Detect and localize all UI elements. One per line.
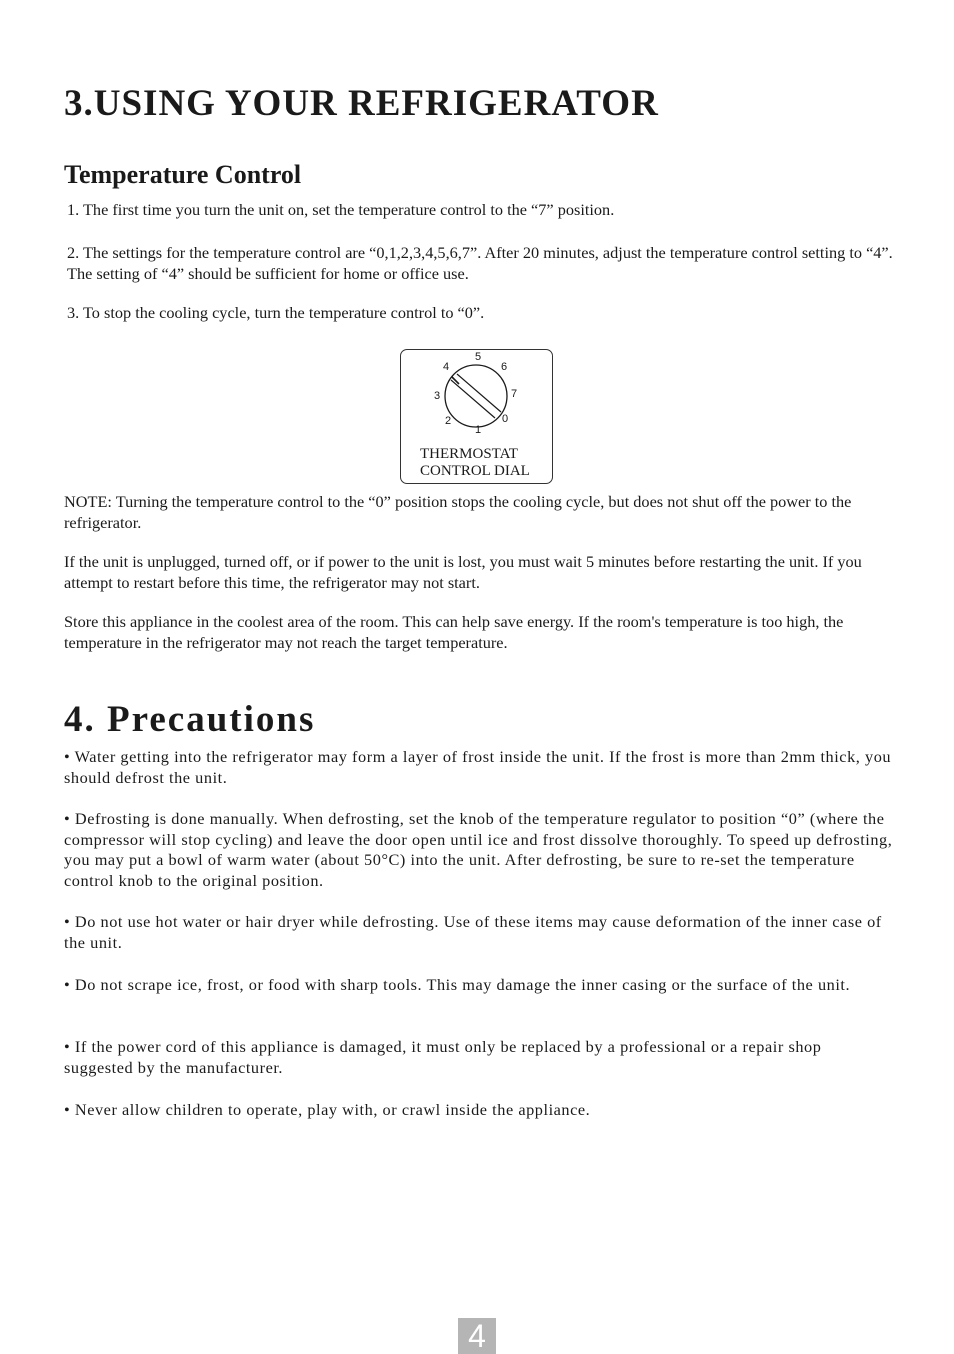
dial-caption-line-1: THERMOSTAT: [420, 446, 518, 462]
bullet-symbol: •: [64, 1037, 71, 1056]
dial-pointer-mark: [452, 377, 459, 384]
precaution-item: [64, 809, 894, 891]
precaution-text: Water getting into the refrigerator may form a layer of frost inside the unit. If the frost is more than 2mm thick, you should defrost the unit.: [64, 747, 892, 787]
dial-grip-line-a: [457, 374, 501, 412]
dial-caption-line-2: CONTROL DIAL: [420, 463, 530, 479]
dial-number-0: 0: [502, 413, 509, 425]
thermostat-dial-figure: [400, 349, 553, 484]
precaution-item: [64, 1037, 894, 1078]
dial-number-4: 4: [443, 361, 450, 373]
precaution-text: Defrosting is done manually. When defrosting, set the knob of the temperature regulator to position “0” (where the compressor will stop cycling) and leave the door open until ice and frost dissolve thoroughly. To speed up defrosting, you may put a bowl of warm water (about 50°C) into the unit. After defrosting, be sure to re-set the temperature control knob to the original position.: [64, 809, 893, 890]
bullet-symbol: •: [64, 912, 71, 931]
page-number: 4: [458, 1318, 496, 1354]
dial-number-1: 1: [475, 424, 482, 436]
bullet-symbol: •: [64, 747, 71, 766]
dial-number-3: 3: [434, 390, 441, 402]
note-paragraph: NOTE: Turning the temperature control to the “0” position stops the cooling cycle, but does not shut off the power to the refrigerator.: [64, 492, 852, 532]
precaution-item: [64, 1100, 894, 1121]
precaution-item: [64, 747, 894, 788]
precaution-text: Do not use hot water or hair dryer while defrosting. Use of these items may cause deformation of the inner case of the unit.: [64, 912, 882, 952]
dial-number-7: 7: [511, 388, 518, 400]
step-3: 3. To stop the cooling cycle, turn the temperature control to “0”.: [67, 303, 485, 322]
step-1: 1. The first time you turn the unit on, set the temperature control to the “7” position.: [67, 200, 615, 219]
step-2: 2. The settings for the temperature control are “0,1,2,3,4,5,6,7”. After 20 minutes, adjust the temperature control setting to “4”. The setting of “4” should be sufficient for home or office use.: [67, 243, 893, 283]
bullet-symbol: •: [64, 975, 71, 994]
dial-caption: [420, 446, 530, 480]
section-4-title: 4. Precautions: [64, 699, 316, 740]
precaution-item: [64, 975, 894, 996]
section-3-title: 3.USING YOUR REFRIGERATOR: [64, 83, 659, 124]
dial-number-5: 5: [475, 351, 482, 363]
dial-number-2: 2: [445, 415, 452, 427]
precaution-text: If the power cord of this appliance is damaged, it must only be replaced by a professional or a repair shop suggested by the manufacturer.: [64, 1037, 822, 1077]
restart-paragraph: If the unit is unplugged, turned off, or if power to the unit is lost, you must wait 5 minutes before restarting the unit. If you attempt to restart before this time, the refrigerator may not start.: [64, 552, 862, 592]
temperature-control-heading: Temperature Control: [64, 160, 302, 189]
dial-knob: [445, 365, 507, 427]
dial-number-6: 6: [501, 361, 508, 373]
storage-paragraph: Store this appliance in the coolest area of the room. This can help save energy. If the room's temperature is too high, the temperature in the refrigerator may not reach the target temperature.: [64, 612, 844, 652]
precaution-text: Never allow children to operate, play with, or crawl inside the appliance.: [74, 1100, 591, 1119]
bullet-symbol: •: [64, 809, 71, 828]
precaution-item: [64, 912, 894, 953]
precaution-text: Do not scrape ice, frost, or food with sharp tools. This may damage the inner casing or the surface of the unit.: [74, 975, 851, 994]
dial-grip-line-b: [451, 380, 495, 418]
bullet-symbol: •: [64, 1100, 71, 1119]
